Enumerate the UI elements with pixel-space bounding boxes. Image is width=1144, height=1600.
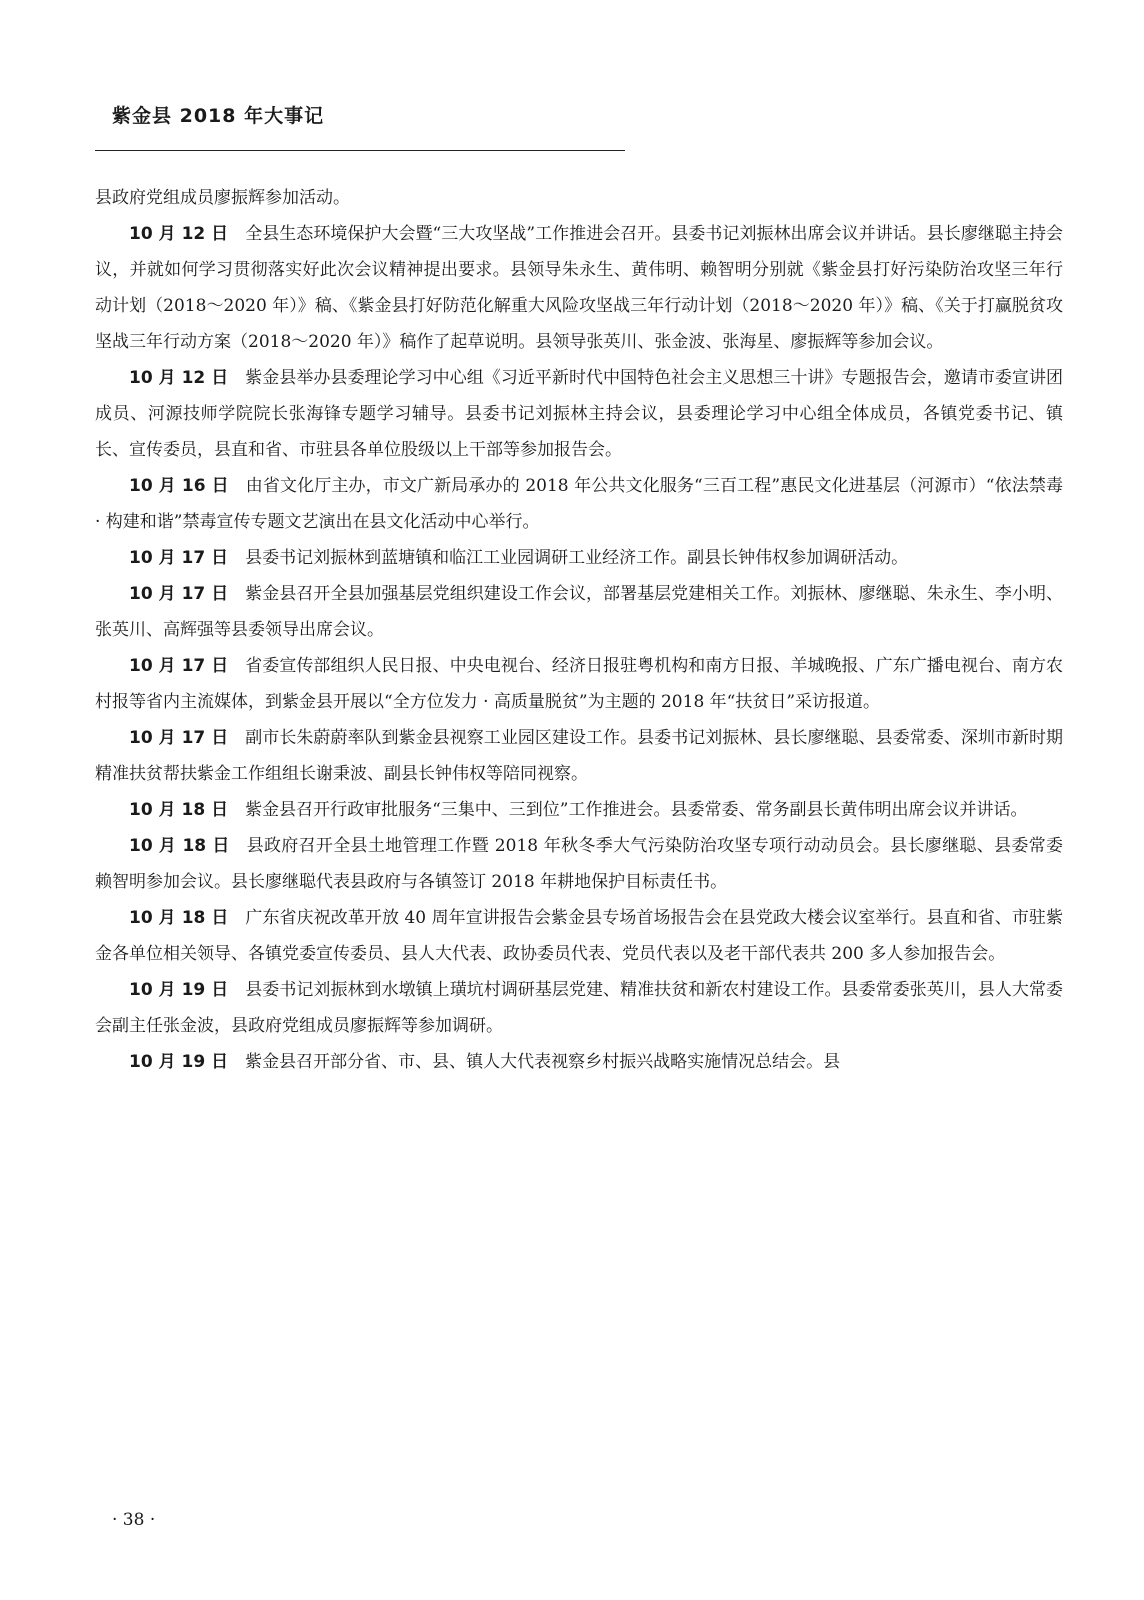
entry-text: 广东省庆祝改革开放 40 周年宣讲报告会紫金县专场首场报告会在县党政大楼会议室举行。县直和省、市驻紫金各单位相关领导、各镇党委宣传委员、县人大代表、政协委员代表、党员代表以及老干部代表共 200 多人参加报告会。 [95,908,1063,964]
header-rule [95,150,625,151]
event-entry [95,468,1063,540]
event-entry [95,576,1063,648]
event-entry [95,900,1063,972]
entry-date: 10 月 17 日 [129,656,229,676]
event-entry [95,216,1063,360]
event-entry [95,540,1063,576]
event-entry [95,648,1063,720]
entry-text: 县政府召开全县土地管理工作暨 2018 年秋冬季大气污染防治攻坚专项行动动员会。县长廖继聪、县委常委赖智明参加会议。县长廖继聪代表县政府与各镇签订 2018 年耕地保护目标责任书。 [95,836,1063,892]
event-entry [95,828,1063,900]
continuation-paragraph: 县政府党组成员廖振辉参加活动。 [95,188,350,208]
entry-text: 紫金县举办县委理论学习中心组《习近平新时代中国特色社会主义思想三十讲》专题报告会，邀请市委宣讲团成员、河源技师学院院长张海锋专题学习辅导。县委书记刘振林主持会议，县委理论学习中心组全体成员，各镇党委书记、镇长、宣传委员，县直和省、市驻县各单位股级以上干部等参加报告会。 [95,368,1064,460]
event-entry [95,972,1063,1044]
running-header: 紫金县 2018 年大事记 [112,105,325,127]
entry-date: 10 月 12 日 [129,368,229,388]
entry-date: 10 月 18 日 [129,908,229,928]
entry-date: 10 月 17 日 [129,584,229,604]
entry-date: 10 月 18 日 [129,800,229,820]
entry-date: 10 月 17 日 [129,548,229,568]
entry-text: 省委宣传部组织人民日报、中央电视台、经济日报驻粤机构和南方日报、羊城晚报、广东广播电视台、南方农村报等省内主流媒体，到紫金县开展以“全方位发力 · 高质量脱贫”为主题的 2018 年“扶贫日”采访报道。 [95,656,1064,712]
page-number: · 38 · [112,1510,156,1530]
entry-date: 10 月 16 日 [129,476,229,496]
event-entry [95,720,1063,792]
entry-date: 10 月 19 日 [129,1052,229,1072]
entry-date: 10 月 19 日 [129,980,229,1000]
entry-text: 紫金县召开部分省、市、县、镇人大代表视察乡村振兴战略实施情况总结会。县 [245,1052,841,1072]
event-entry [95,360,1063,468]
entry-text: 县委书记刘振林到蓝塘镇和临江工业园调研工业经济工作。副县长钟伟权参加调研活动。 [245,548,909,568]
entry-date: 10 月 12 日 [129,224,229,244]
entry-date: 10 月 18 日 [129,836,230,856]
entry-text: 紫金县召开行政审批服务“三集中、三到位”工作推进会。县委常委、常务副县长黄伟明出席会议并讲话。 [245,800,1028,820]
event-entry [95,1044,1063,1080]
entry-text: 紫金县召开全县加强基层党组织建设工作会议，部署基层党建相关工作。刘振林、廖继聪、朱永生、李小明、张英川、高辉强等县委领导出席会议。 [95,584,1064,640]
entry-date: 10 月 17 日 [129,728,229,748]
entry-text: 由省文化厅主办，市文广新局承办的 2018 年公共文化服务“三百工程”惠民文化进基层（河源市）“依法禁毒 · 构建和谐”禁毒宣传专题文艺演出在县文化活动中心举行。 [95,476,1063,532]
body-text [95,180,1063,1080]
entry-text: 县委书记刘振林到水墩镇上璜坑村调研基层党建、精准扶贫和新农村建设工作。县委常委张英川，县人大常委会副主任张金波，县政府党组成员廖振辉等参加调研。 [95,980,1064,1036]
entry-text: 副市长朱蔚蔚率队到紫金县视察工业园区建设工作。县委书记刘振林、县长廖继聪、县委常委、深圳市新时期精准扶贫帮扶紫金工作组组长谢秉波、副县长钟伟权等陪同视察。 [95,728,1064,784]
entry-text: 全县生态环境保护大会暨“三大攻坚战”工作推进会召开。县委书记刘振林出席会议并讲话。县长廖继聪主持会议，并就如何学习贯彻落实好此次会议精神提出要求。县领导朱永生、黄伟明、赖智明分别就《紫金县打好污染防治攻坚三年行动计划（2018～2020 年）》稿、《紫金县打好防范化解重大风险攻坚战三年行动计划（2018～2020 年）》稿、《关于打赢脱贫攻坚战三年行动方案（2018～2020 年）》稿作了起草说明。县领导张英川、张金波、张海星、廖振辉等参加会议。 [95,224,1063,352]
event-entry [95,792,1063,828]
